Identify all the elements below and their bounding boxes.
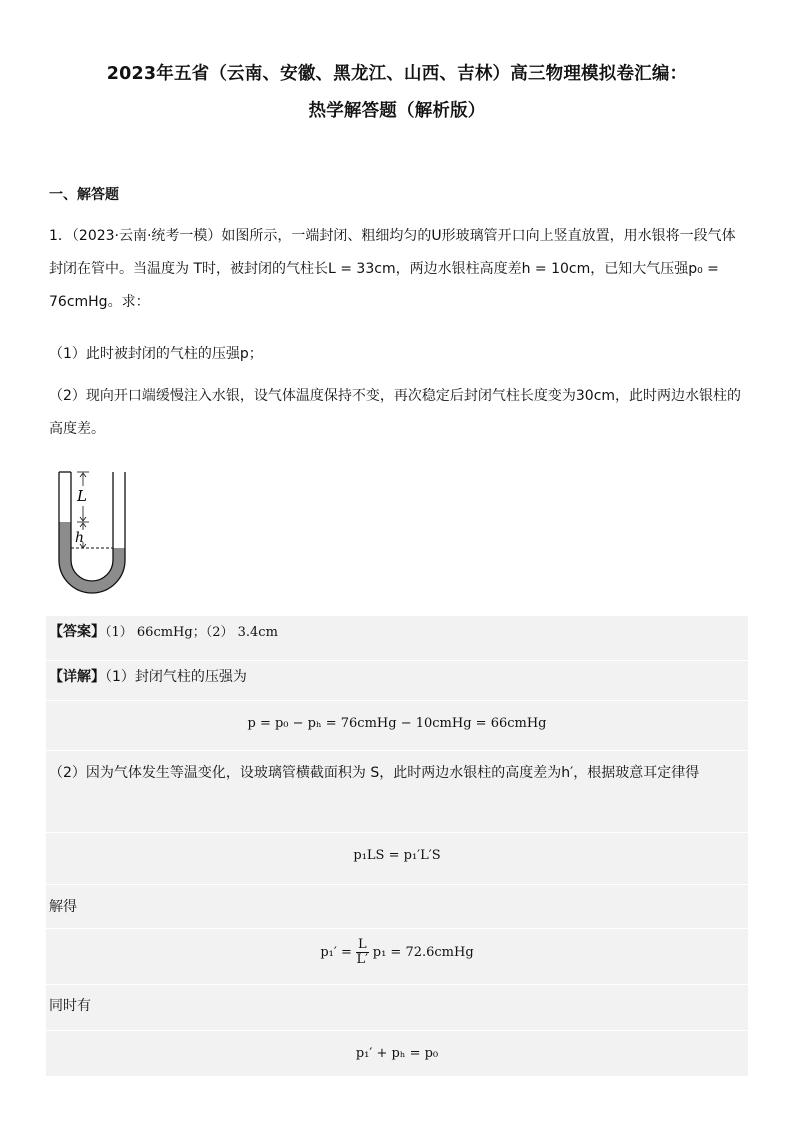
label-h: h (75, 530, 85, 546)
equation-4: p₁′ + pₕ = p₀ (355, 1046, 439, 1061)
page-title-line1: 2023年五省（云南、安徽、黑龙江、山西、吉林）高三物理模拟卷汇编： (106, 64, 688, 84)
also-label: 同时有 (49, 998, 91, 1014)
answer-tag: 【答案】 (49, 624, 105, 640)
fraction-numerator: L (357, 937, 367, 952)
mercury-column (59, 522, 125, 593)
equation-3 (46, 938, 748, 967)
answer-text: （1） 66cmHg；（2） 3.4cm (105, 625, 278, 640)
equation-3-left: p₁′ = (320, 945, 352, 960)
page-title-line2: 热学解答题（解析版） (308, 101, 486, 121)
subquestion-1: （1）此时被封闭的气柱的压强p； (49, 346, 263, 362)
answer-line (49, 622, 278, 643)
equation-3-right: p₁ = 72.6cmHg (372, 945, 474, 960)
label-L: L (77, 487, 87, 505)
detail-tag: 【详解】 (49, 669, 105, 685)
equation-1: p = p₀ − pₕ = 76cmHg − 10cmHg = 66cmHg (247, 716, 547, 731)
detail-step1: （1）封闭气柱的压强为 (105, 669, 247, 685)
fraction-denominator: L′ (356, 952, 369, 967)
equation-2: p₁LS = p₁′L′S (353, 848, 441, 863)
equation-3-fraction (356, 938, 369, 967)
question-text: 1．（2023·云南·统考一模）如图所示，一端封闭、粗细均匀的U形玻璃管开口向上竖直放置，用水银将一段气体封闭在管中。当温度为 T时，被封闭的气柱长L = 33cm，两边水银柱高度差h = 10cm，已知大气压强p₀ = 76cmHg。求： (49, 228, 736, 310)
u-tube-figure (55, 468, 135, 596)
solve-label: 解得 (49, 899, 77, 915)
detail-step2: （2）因为气体发生等温变化，设玻璃管横截面积为 S，此时两边水银柱的高度差为h′，根据玻意耳定律得 (49, 765, 700, 781)
subquestion-2: （2）现向开口端缓慢注入水银，设气体温度保持不变，再次稳定后封闭气柱长度变为30cm，此时两边水银柱的高度差。 (49, 388, 742, 437)
detail-line (49, 667, 247, 687)
section-heading: 一、解答题 (49, 187, 119, 203)
